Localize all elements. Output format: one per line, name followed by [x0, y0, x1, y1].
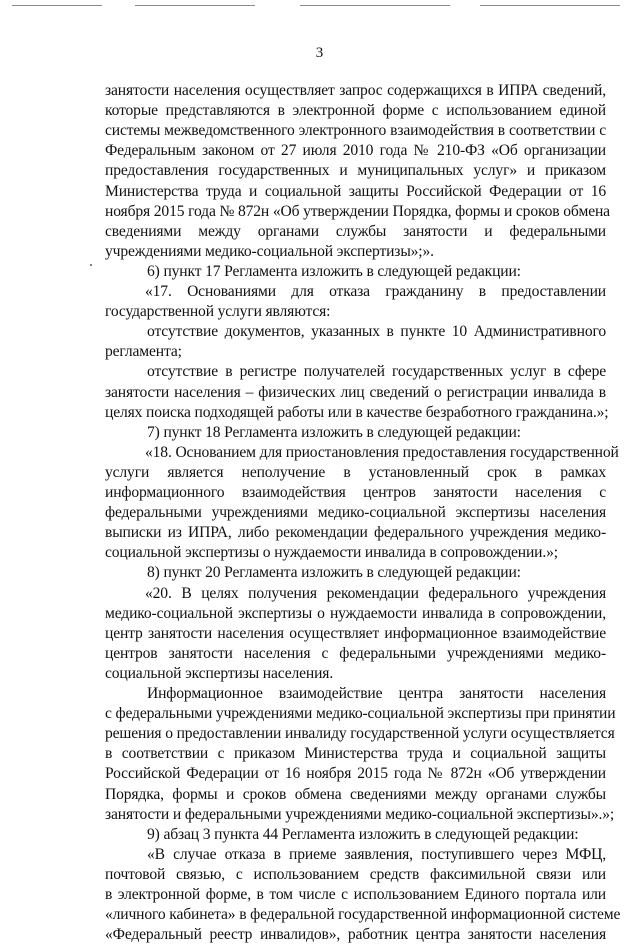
text-line: социальной экспертизы о нуждаемости инвалида в сопровождении.»;: [105, 544, 558, 562]
text-line: государственной услуги являются:: [105, 303, 331, 321]
text-line: системы межведомственного электронного взаимодействия в соответствии с: [105, 122, 606, 140]
text-line: Информационное взаимодействие центра занятости населения: [147, 685, 606, 702]
text-line: «личного кабинета» в федеральной государственной информационной системе: [105, 906, 621, 924]
text-line: «В случае отказа в приеме заявления, поступившего через МФЦ,: [147, 845, 606, 863]
text-line: центр занятости населения осуществляет информационное взаимодействие: [105, 624, 606, 642]
text-line: 7) пункт 18 Регламента изложить в следующей редакции:: [147, 423, 521, 441]
text-line: в электронной форме, в том числе с использованием Единого портала или: [105, 886, 606, 903]
text-line: выписки из ИПРА, либо рекомендации федерального учреждения медико-: [105, 524, 606, 542]
text-line: занятости и федеральными учреждениями медико-социальной экспертизы».»;: [105, 805, 615, 823]
text-line: решения о предоставлении инвалиду государственной услуги осуществляется: [105, 725, 615, 743]
text-line: целях поиска подходящей работы или в качестве безработного гражданина.»;: [105, 403, 609, 421]
text-line: услуги является неполучение в установленный срок в рамках: [105, 463, 606, 481]
text-line: «17. Основаниями для отказа гражданину в предоставлении: [145, 283, 606, 300]
text-line: «Федеральный реестр инвалидов», работник центра занятости населения: [105, 926, 606, 944]
text-line: информационного взаимодействия центров занятости населения с: [105, 484, 606, 501]
text-line: занятости населения осуществляет запрос содержащихся в ИПРА сведений,: [105, 82, 606, 99]
text-line: отсутствие документов, указанных в пункте 10 Административного: [147, 323, 606, 341]
text-line: 6) пункт 17 Регламента изложить в следующей редакции:: [147, 262, 521, 280]
text-line: регламента;: [105, 343, 182, 361]
text-line: сведениями между органами службы занятости и федеральными: [105, 222, 606, 240]
text-line: отсутствие в регистре получателей государственных услуг в сфере: [147, 363, 606, 381]
text-line: центров занятости населения с федеральными учреждениями медико-: [105, 644, 606, 662]
margin-mark: [90, 264, 92, 266]
text-line: 8) пункт 20 Регламента изложить в следующей редакции:: [147, 564, 521, 582]
text-line: медико-социальной экспертизы о нуждаемости инвалида в сопровождении,: [105, 604, 606, 622]
page-number: 3: [315, 45, 324, 61]
text-line: «18. Основанием для приостановления предоставления государственной: [145, 443, 619, 461]
text-line: почтовой связью, с использованием средств факсимильной связи или: [105, 865, 606, 883]
text-line: Министерства труда и социальной защиты Российской Федерации от 16: [105, 182, 606, 200]
text-line: «20. В целях получения рекомендации федерального учреждения: [145, 584, 606, 602]
scan-artifact-line: [300, 5, 450, 6]
scan-artifact-line: [135, 5, 255, 6]
text-line: федеральными учреждениями медико-социальной экспертизы населения: [105, 504, 606, 522]
text-line: Порядка, формы и сроков обмена сведениями между органами службы: [105, 785, 606, 803]
text-line: в соответствии с приказом Министерства труда и социальной защиты: [105, 745, 606, 763]
text-line: предоставления государственных и муниципальных услуг» и приказом: [105, 162, 606, 180]
text-line: социальной экспертизы населения.: [105, 664, 334, 682]
text-line: занятости населения – физических лиц сведений о регистрации инвалида в: [105, 383, 606, 401]
scan-artifact-line: [12, 5, 102, 6]
scan-artifact-line: [480, 5, 620, 6]
text-line: которые представляются в электронной форме с использованием единой: [105, 102, 606, 120]
text-line: с федеральными учреждениями медико-социальной экспертизы при принятии: [105, 705, 616, 723]
text-line: Федеральным законом от 27 июля 2010 года № 210-ФЗ «Об организации: [105, 142, 606, 160]
text-line: ноября 2015 года № 872н «Об утверждении Порядка, формы и сроков обмена: [105, 202, 610, 220]
text-line: 9) абзац 3 пункта 44 Регламента изложить в следующей редакции:: [147, 825, 579, 843]
text-line: учреждениями медико-социальной экспертизы»;».: [105, 242, 434, 260]
text-line: Российской Федерации от 16 ноября 2015 года № 872н «Об утверждении: [105, 765, 606, 783]
